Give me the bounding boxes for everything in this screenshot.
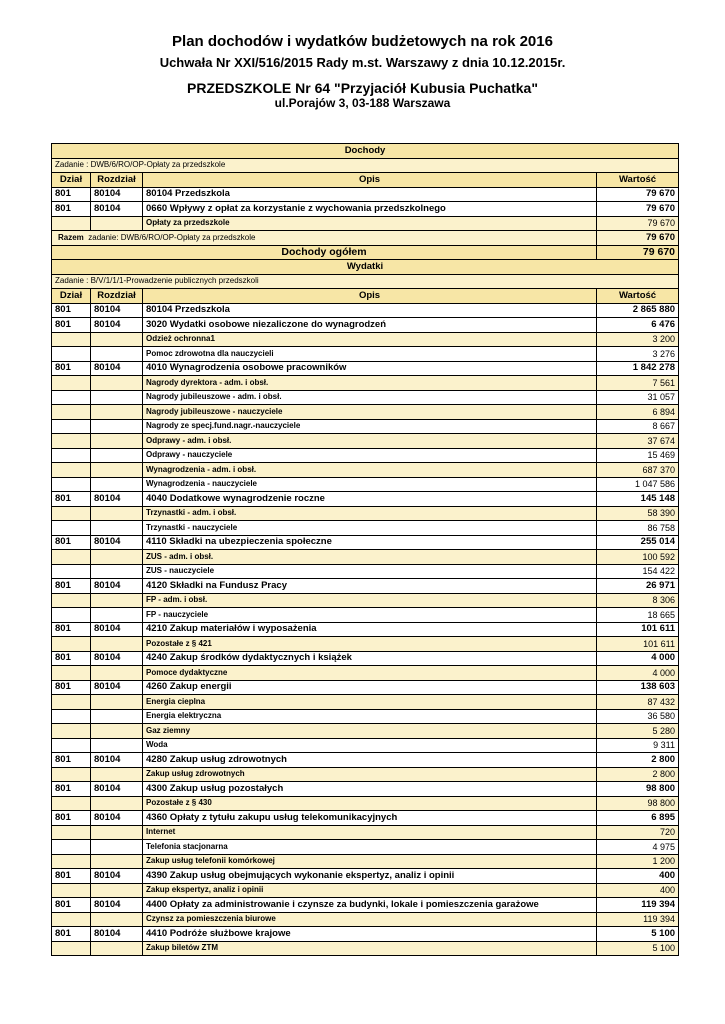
col-dzial-header: Dział bbox=[52, 173, 91, 188]
table-subrow bbox=[52, 347, 679, 362]
opis-cell: Energia cieplna bbox=[143, 695, 597, 710]
opis-cell: Telefonia stacjonarna bbox=[143, 840, 597, 855]
opis-cell: ZUS - nauczyciele bbox=[143, 564, 597, 579]
table-row bbox=[52, 318, 679, 333]
empty-cell bbox=[91, 840, 143, 855]
rozdzial-cell: 80104 bbox=[91, 927, 143, 942]
dzial-cell: 801 bbox=[52, 680, 91, 695]
table-subrow bbox=[52, 796, 679, 811]
wartosc-cell: 4 000 bbox=[597, 651, 679, 666]
empty-cell bbox=[91, 854, 143, 869]
wartosc-cell: 8 667 bbox=[597, 419, 679, 434]
opis-cell: Pozostałe z § 421 bbox=[143, 637, 597, 652]
empty-cell bbox=[52, 419, 91, 434]
dochody-task-row bbox=[52, 158, 679, 173]
wartosc-cell: 58 390 bbox=[597, 506, 679, 521]
empty-cell bbox=[91, 738, 143, 753]
wartosc-cell: 15 469 bbox=[597, 448, 679, 463]
table-row bbox=[52, 753, 679, 768]
opis-cell: Pomoce dydaktyczne bbox=[143, 666, 597, 681]
empty-cell bbox=[52, 521, 91, 536]
wydatki-task: Zadanie : B/V/1/1/1-Prowadzenie publicznych przedszkoli bbox=[52, 274, 679, 289]
opis-cell: 4240 Zakup środków dydaktycznych i książek bbox=[143, 651, 597, 666]
table-subrow bbox=[52, 550, 679, 565]
dzial-cell: 801 bbox=[52, 492, 91, 507]
empty-cell bbox=[52, 376, 91, 391]
institution-name: PRZEDSZKOLE Nr 64 "Przyjaciół Kubusia Puchatka" bbox=[187, 80, 538, 96]
empty-cell bbox=[52, 709, 91, 724]
rozdzial-cell: 80104 bbox=[91, 782, 143, 797]
empty-cell bbox=[52, 448, 91, 463]
wartosc-cell: 79 670 bbox=[597, 202, 679, 217]
table-row bbox=[52, 361, 679, 376]
table-subrow bbox=[52, 332, 679, 347]
empty-cell bbox=[91, 448, 143, 463]
opis-cell: Pozostałe z § 430 bbox=[143, 796, 597, 811]
opis-cell: Odprawy - nauczyciele bbox=[143, 448, 597, 463]
table-subrow bbox=[52, 709, 679, 724]
rozdzial-cell: 80104 bbox=[91, 492, 143, 507]
opis-cell: 4040 Dodatkowe wynagrodzenie roczne bbox=[143, 492, 597, 507]
empty-cell bbox=[91, 695, 143, 710]
wydatki-column-header bbox=[52, 289, 679, 304]
wartosc-cell: 100 592 bbox=[597, 550, 679, 565]
empty-cell bbox=[91, 405, 143, 420]
empty-cell bbox=[52, 724, 91, 739]
wartosc-cell: 98 800 bbox=[597, 782, 679, 797]
rozdzial-cell: 80104 bbox=[91, 202, 143, 217]
col-opis-header: Opis bbox=[143, 289, 597, 304]
rozdzial-cell: 80104 bbox=[91, 869, 143, 884]
empty-cell bbox=[91, 767, 143, 782]
ogolem-value: 79 670 bbox=[597, 245, 679, 260]
rozdzial-cell: 80104 bbox=[91, 361, 143, 376]
wartosc-cell: 400 bbox=[597, 883, 679, 898]
rozdzial-cell: 80104 bbox=[91, 579, 143, 594]
wartosc-cell: 79 670 bbox=[597, 216, 679, 231]
dochody-title: Dochody bbox=[52, 144, 679, 159]
empty-cell bbox=[91, 419, 143, 434]
wartosc-cell: 26 971 bbox=[597, 579, 679, 594]
opis-cell: Trzynastki - adm. i obsł. bbox=[143, 506, 597, 521]
opis-cell: Nagrody jubileuszowe - adm. i obsł. bbox=[143, 390, 597, 405]
empty-cell bbox=[52, 506, 91, 521]
wartosc-cell: 687 370 bbox=[597, 463, 679, 478]
wartosc-cell: 1 200 bbox=[597, 854, 679, 869]
empty-cell bbox=[52, 477, 91, 492]
opis-cell: Internet bbox=[143, 825, 597, 840]
empty-cell bbox=[91, 550, 143, 565]
wartosc-cell: 7 561 bbox=[597, 376, 679, 391]
opis-cell: 4400 Opłaty za administrowanie i czynsze za budynki, lokale i pomieszczenia garażowe bbox=[143, 898, 597, 913]
rozdzial-cell: 80104 bbox=[91, 318, 143, 333]
wartosc-cell: 400 bbox=[597, 869, 679, 884]
opis-cell: 4300 Zakup usług pozostałych bbox=[143, 782, 597, 797]
wartosc-cell: 8 306 bbox=[597, 593, 679, 608]
dzial-cell: 801 bbox=[52, 187, 91, 202]
table-subrow bbox=[52, 390, 679, 405]
opis-cell: Zakup usług telefonii komórkowej bbox=[143, 854, 597, 869]
opis-cell: Gaz ziemny bbox=[143, 724, 597, 739]
table-subrow bbox=[52, 434, 679, 449]
rozdzial-cell: 80104 bbox=[91, 651, 143, 666]
table-subrow bbox=[52, 521, 679, 536]
opis-cell: Energia elektryczna bbox=[143, 709, 597, 724]
empty-cell bbox=[91, 608, 143, 623]
table-row bbox=[52, 782, 679, 797]
opis-cell: 80104 Przedszkola bbox=[143, 187, 597, 202]
opis-cell: 4120 Składki na Fundusz Pracy bbox=[143, 579, 597, 594]
opis-cell: Wynagrodzenia - adm. i obsł. bbox=[143, 463, 597, 478]
opis-cell: 0660 Wpływy z opłat za korzystanie z wychowania przedszkolnego bbox=[143, 202, 597, 217]
rozdzial-cell: 80104 bbox=[91, 753, 143, 768]
empty-cell bbox=[52, 593, 91, 608]
dzial-cell: 801 bbox=[52, 898, 91, 913]
opis-cell: Wynagrodzenia - nauczyciele bbox=[143, 477, 597, 492]
empty-cell bbox=[91, 434, 143, 449]
table-row bbox=[52, 898, 679, 913]
razem-text: zadanie: DWB/6/RO/OP-Opłaty za przedszkole bbox=[88, 232, 256, 242]
opis-cell: 4410 Podróże służbowe krajowe bbox=[143, 927, 597, 942]
empty-cell bbox=[91, 912, 143, 927]
table-subrow bbox=[52, 767, 679, 782]
dzial-cell: 801 bbox=[52, 753, 91, 768]
col-rozdzial-header: Rozdział bbox=[91, 289, 143, 304]
empty-cell bbox=[91, 506, 143, 521]
dochody-column-header bbox=[52, 173, 679, 188]
empty-cell bbox=[52, 405, 91, 420]
empty-cell bbox=[91, 564, 143, 579]
empty-cell bbox=[52, 767, 91, 782]
empty-cell bbox=[91, 883, 143, 898]
dzial-cell: 801 bbox=[52, 202, 91, 217]
empty-cell bbox=[52, 390, 91, 405]
opis-cell: FP - nauczyciele bbox=[143, 608, 597, 623]
wartosc-cell: 37 674 bbox=[597, 434, 679, 449]
table-row bbox=[52, 651, 679, 666]
budget-table-body bbox=[52, 144, 679, 956]
wartosc-cell: 31 057 bbox=[597, 390, 679, 405]
opis-cell: Zakup ekspertyz, analiz i opinii bbox=[143, 883, 597, 898]
wartosc-cell: 3 276 bbox=[597, 347, 679, 362]
table-row bbox=[52, 303, 679, 318]
opis-cell: 3020 Wydatki osobowe niezaliczone do wynagrodzeń bbox=[143, 318, 597, 333]
resolution-line: Uchwała Nr XXI/516/2015 Rady m.st. Warszawy z dnia 10.12.2015r. bbox=[159, 55, 566, 70]
wydatki-task-row bbox=[52, 274, 679, 289]
rozdzial-cell: 80104 bbox=[91, 187, 143, 202]
wartosc-cell: 5 100 bbox=[597, 927, 679, 942]
table-subrow bbox=[52, 854, 679, 869]
wartosc-cell: 145 148 bbox=[597, 492, 679, 507]
empty-cell bbox=[91, 593, 143, 608]
empty-cell bbox=[91, 941, 143, 956]
opis-cell: 4280 Zakup usług zdrowotnych bbox=[143, 753, 597, 768]
empty-cell bbox=[52, 347, 91, 362]
wartosc-cell: 101 611 bbox=[597, 637, 679, 652]
razem-value: 79 670 bbox=[597, 231, 679, 246]
table-subrow bbox=[52, 564, 679, 579]
opis-cell: FP - adm. i obsł. bbox=[143, 593, 597, 608]
table-subrow bbox=[52, 593, 679, 608]
dzial-cell: 801 bbox=[52, 303, 91, 318]
opis-cell: Odprawy - adm. i obsł. bbox=[143, 434, 597, 449]
wartosc-cell: 138 603 bbox=[597, 680, 679, 695]
wartosc-cell: 5 100 bbox=[597, 941, 679, 956]
dzial-cell: 801 bbox=[52, 361, 91, 376]
wartosc-cell: 5 280 bbox=[597, 724, 679, 739]
opis-cell: 4390 Zakup usług obejmujących wykonanie ekspertyz, analiz i opinii bbox=[143, 869, 597, 884]
rozdzial-cell: 80104 bbox=[91, 898, 143, 913]
dochody-razem-row bbox=[52, 231, 679, 246]
dzial-cell: 801 bbox=[52, 869, 91, 884]
empty-cell bbox=[52, 825, 91, 840]
wartosc-cell: 4 975 bbox=[597, 840, 679, 855]
table-row bbox=[52, 579, 679, 594]
table-row bbox=[52, 680, 679, 695]
table-subrow bbox=[52, 637, 679, 652]
table-subrow bbox=[52, 840, 679, 855]
col-wartosc-header: Wartość bbox=[597, 173, 679, 188]
table-row bbox=[52, 869, 679, 884]
table-subrow bbox=[52, 477, 679, 492]
wartosc-cell: 6 895 bbox=[597, 811, 679, 826]
document-title: Plan dochodów i wydatków budżetowych na rok 2016 bbox=[172, 33, 553, 50]
table-subrow bbox=[52, 448, 679, 463]
wartosc-cell: 6 894 bbox=[597, 405, 679, 420]
empty-cell bbox=[52, 434, 91, 449]
ogolem-label: Dochody ogółem bbox=[52, 245, 597, 260]
table-subrow bbox=[52, 666, 679, 681]
table-subrow bbox=[52, 419, 679, 434]
dzial-cell: 801 bbox=[52, 535, 91, 550]
wydatki-title: Wydatki bbox=[52, 260, 679, 275]
table-subrow bbox=[52, 608, 679, 623]
table-row bbox=[52, 187, 679, 202]
opis-cell: Nagrody jubileuszowe - nauczyciele bbox=[143, 405, 597, 420]
dzial-cell: 801 bbox=[52, 651, 91, 666]
empty-cell bbox=[52, 840, 91, 855]
table-subrow bbox=[52, 724, 679, 739]
dzial-cell: 801 bbox=[52, 782, 91, 797]
empty-cell bbox=[91, 216, 143, 231]
budget-table bbox=[51, 143, 679, 956]
wartosc-cell: 2 800 bbox=[597, 753, 679, 768]
opis-cell: Trzynastki - nauczyciele bbox=[143, 521, 597, 536]
opis-cell: Nagrody ze specj.fund.nagr.-nauczyciele bbox=[143, 419, 597, 434]
empty-cell bbox=[91, 376, 143, 391]
wartosc-cell: 79 670 bbox=[597, 187, 679, 202]
opis-cell: 4360 Opłaty z tytułu zakupu usług telekomunikacyjnych bbox=[143, 811, 597, 826]
empty-cell bbox=[91, 724, 143, 739]
dzial-cell: 801 bbox=[52, 927, 91, 942]
table-subrow bbox=[52, 506, 679, 521]
table-subrow bbox=[52, 695, 679, 710]
rozdzial-cell: 80104 bbox=[91, 811, 143, 826]
dochody-title-row bbox=[52, 144, 679, 159]
opis-cell: Czynsz za pomieszczenia biurowe bbox=[143, 912, 597, 927]
opis-cell: 4210 Zakup materiałów i wyposażenia bbox=[143, 622, 597, 637]
razem-label: Razem bbox=[58, 232, 84, 242]
wartosc-cell: 36 580 bbox=[597, 709, 679, 724]
empty-cell bbox=[91, 637, 143, 652]
wartosc-cell: 4 000 bbox=[597, 666, 679, 681]
wartosc-cell: 1 842 278 bbox=[597, 361, 679, 376]
table-row bbox=[52, 927, 679, 942]
empty-cell bbox=[91, 796, 143, 811]
dzial-cell: 801 bbox=[52, 318, 91, 333]
col-rozdzial-header: Rozdział bbox=[91, 173, 143, 188]
wartosc-cell: 119 394 bbox=[597, 898, 679, 913]
opis-cell: 4260 Zakup energii bbox=[143, 680, 597, 695]
wartosc-cell: 18 665 bbox=[597, 608, 679, 623]
table-subrow bbox=[52, 216, 679, 231]
rozdzial-cell: 80104 bbox=[91, 303, 143, 318]
opis-cell: Pomoc zdrowotna dla nauczycieli bbox=[143, 347, 597, 362]
institution-address: ul.Porajów 3, 03-188 Warszawa bbox=[274, 96, 451, 110]
opis-cell: Opłaty za przedszkole bbox=[143, 216, 597, 231]
dochody-ogolem-row bbox=[52, 245, 679, 260]
empty-cell bbox=[52, 883, 91, 898]
table-subrow bbox=[52, 405, 679, 420]
table-row bbox=[52, 811, 679, 826]
empty-cell bbox=[52, 912, 91, 927]
empty-cell bbox=[91, 709, 143, 724]
wartosc-cell: 720 bbox=[597, 825, 679, 840]
empty-cell bbox=[91, 477, 143, 492]
rozdzial-cell: 80104 bbox=[91, 535, 143, 550]
rozdzial-cell: 80104 bbox=[91, 622, 143, 637]
wartosc-cell: 86 758 bbox=[597, 521, 679, 536]
empty-cell bbox=[52, 637, 91, 652]
empty-cell bbox=[52, 854, 91, 869]
opis-cell: Nagrody dyrektora - adm. i obsł. bbox=[143, 376, 597, 391]
table-subrow bbox=[52, 376, 679, 391]
empty-cell bbox=[91, 521, 143, 536]
table-subrow bbox=[52, 883, 679, 898]
wydatki-title-row bbox=[52, 260, 679, 275]
opis-cell: 80104 Przedszkola bbox=[143, 303, 597, 318]
opis-cell: 4110 Składki na ubezpieczenia społeczne bbox=[143, 535, 597, 550]
empty-cell bbox=[52, 666, 91, 681]
empty-cell bbox=[52, 608, 91, 623]
col-wartosc-header: Wartość bbox=[597, 289, 679, 304]
empty-cell bbox=[91, 390, 143, 405]
wartosc-cell: 2 865 880 bbox=[597, 303, 679, 318]
wartosc-cell: 101 611 bbox=[597, 622, 679, 637]
table-row bbox=[52, 622, 679, 637]
opis-cell: Zakup biletów ZTM bbox=[143, 941, 597, 956]
empty-cell bbox=[52, 550, 91, 565]
table-row bbox=[52, 202, 679, 217]
dzial-cell: 801 bbox=[52, 579, 91, 594]
opis-cell: Odzież ochronna1 bbox=[143, 332, 597, 347]
dzial-cell: 801 bbox=[52, 811, 91, 826]
rozdzial-cell: 80104 bbox=[91, 680, 143, 695]
empty-cell bbox=[91, 666, 143, 681]
table-subrow bbox=[52, 738, 679, 753]
wartosc-cell: 87 432 bbox=[597, 695, 679, 710]
empty-cell bbox=[52, 738, 91, 753]
empty-cell bbox=[91, 825, 143, 840]
table-subrow bbox=[52, 941, 679, 956]
table-subrow bbox=[52, 912, 679, 927]
wartosc-cell: 119 394 bbox=[597, 912, 679, 927]
empty-cell bbox=[52, 463, 91, 478]
wartosc-cell: 9 311 bbox=[597, 738, 679, 753]
col-dzial-header: Dział bbox=[52, 289, 91, 304]
wartosc-cell: 2 800 bbox=[597, 767, 679, 782]
dochody-task: Zadanie : DWB/6/RO/OP-Opłaty za przedszkole bbox=[52, 158, 679, 173]
empty-cell bbox=[91, 463, 143, 478]
table-row bbox=[52, 492, 679, 507]
col-opis-header: Opis bbox=[143, 173, 597, 188]
wartosc-cell: 6 476 bbox=[597, 318, 679, 333]
empty-cell bbox=[52, 796, 91, 811]
table-row bbox=[52, 535, 679, 550]
razem-cell bbox=[52, 231, 597, 246]
empty-cell bbox=[52, 695, 91, 710]
wartosc-cell: 154 422 bbox=[597, 564, 679, 579]
empty-cell bbox=[52, 216, 91, 231]
wartosc-cell: 255 014 bbox=[597, 535, 679, 550]
empty-cell bbox=[91, 347, 143, 362]
opis-cell: 4010 Wynagrodzenia osobowe pracowników bbox=[143, 361, 597, 376]
dzial-cell: 801 bbox=[52, 622, 91, 637]
opis-cell: ZUS - adm. i obsł. bbox=[143, 550, 597, 565]
wartosc-cell: 1 047 586 bbox=[597, 477, 679, 492]
empty-cell bbox=[52, 332, 91, 347]
wartosc-cell: 98 800 bbox=[597, 796, 679, 811]
opis-cell: Zakup usług zdrowotnych bbox=[143, 767, 597, 782]
empty-cell bbox=[91, 332, 143, 347]
opis-cell: Woda bbox=[143, 738, 597, 753]
wartosc-cell: 3 200 bbox=[597, 332, 679, 347]
empty-cell bbox=[52, 941, 91, 956]
table-subrow bbox=[52, 825, 679, 840]
empty-cell bbox=[52, 564, 91, 579]
table-subrow bbox=[52, 463, 679, 478]
